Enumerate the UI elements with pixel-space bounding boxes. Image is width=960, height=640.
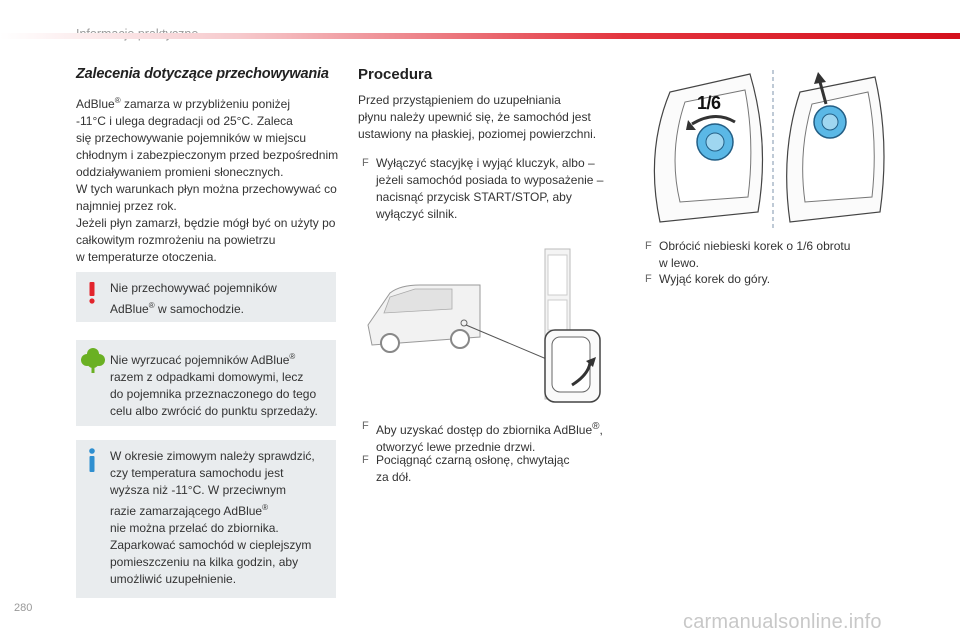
procedure-heading: Procedura <box>358 66 433 83</box>
warning-text: Nie przechowywać pojemników AdBlue® w samochodzie. <box>110 281 277 316</box>
step-ignition-off <box>362 155 632 225</box>
step-text: Obrócić niebieski korek o 1/6 obrotu w lewo. <box>659 239 851 270</box>
cap-illustration <box>640 62 890 232</box>
check-box-icon: F <box>362 420 369 432</box>
step-pull-cover <box>362 452 632 488</box>
environment-box <box>76 340 336 426</box>
storage-paragraph: AdBlue® zamarza w przybliżeniu poniżej -11°C i ulega degradacji od 25°C. Zaleca się przechowywanie pojemników w miejscu chłodnym i zabezpieczonym przed bezpośrednim oddziaływaniem promieni słonecznych. W tych warunkach płyn można przechowywać co najmniej przez rok. Jeżeli płyn zamarzł, będzie mógł być on użyty po całkowitym rozmrożeniu na powietrzu w temperaturze otoczenia. <box>76 96 339 264</box>
info-text: W okresie zimowym należy sprawdzić, czy temperatura samochodu jest wyższa niż -11°C. W przeciwnym razie zamarzającego AdBlue® nie można przelać do zbiornika. Zaparkować samochód w cieplejszym pomieszczeniu na kilka godzin, aby umożliwić uzupełnienie. <box>110 449 315 586</box>
step-open-door <box>362 418 632 454</box>
tree-icon <box>81 348 105 374</box>
cap-rotation-label: 1/6 <box>697 93 721 113</box>
step-rotate-cap <box>645 238 885 274</box>
check-box-icon: F <box>645 240 652 252</box>
step-text: Wyłączyć stacyjkę i wyjąć kluczyk, albo – jeżeli samochód posiada to wyposażenie – nacisnąć przycisk START/STOP, aby wyłączyć silnik. <box>376 156 604 221</box>
storage-heading: Zalecenia dotyczące przechowywania <box>76 66 329 82</box>
procedure-intro: Przed przystąpieniem do uzupełniania płynu należy upewnić się, że samochód jest ustawiony na płaskiej, poziomej powierzchni. <box>358 93 597 141</box>
check-box-icon: F <box>362 157 369 169</box>
watermark: carmanualsonline.info <box>683 611 882 633</box>
info-box <box>76 440 336 598</box>
step-text: Aby uzyskać dostęp do zbiornika AdBlue®, otworzyć lewe przednie drzwi. <box>376 421 603 454</box>
check-box-icon: F <box>645 273 652 285</box>
step-text: Wyjąć korek do góry. <box>659 272 771 286</box>
van-door-illustration <box>360 245 610 405</box>
step-remove-cap <box>645 271 885 291</box>
exclamation-icon <box>88 282 96 304</box>
warning-box <box>76 272 336 322</box>
info-icon <box>88 448 96 472</box>
environment-text: Nie wyrzucać pojemników AdBlue® razem z odpadkami domowymi, lecz do pojemnika przeznaczonego do tego celu albo zwrócić do punktu sprzedaży. <box>110 352 318 418</box>
step-text: Pociągnąć czarną osłonę, chwytając za dół. <box>376 453 570 484</box>
page-number: 280 <box>14 602 33 614</box>
header-accent-bar <box>0 33 960 39</box>
check-box-icon: F <box>362 454 369 466</box>
